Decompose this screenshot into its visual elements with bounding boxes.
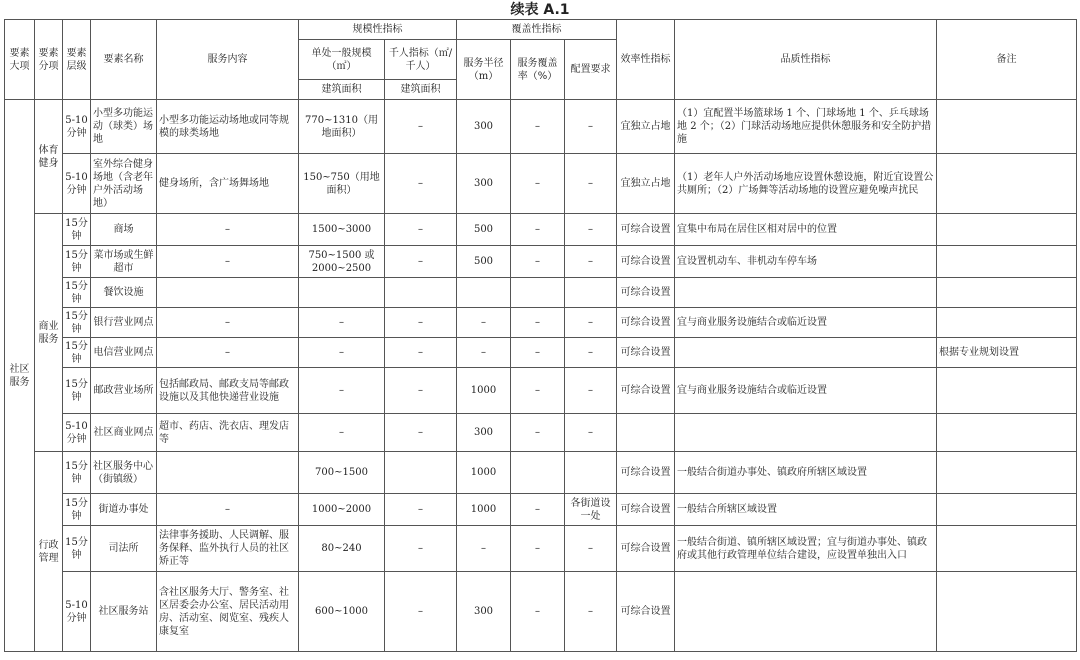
- name-cell: 银行营业网点: [91, 308, 157, 338]
- level-cell: 15分钟: [63, 368, 91, 414]
- name-cell: 菜市场或生鲜超市: [91, 246, 157, 278]
- header-coverage-rate: 服务覆盖率（%）: [511, 40, 565, 100]
- quality-cell: 宜设置机动车、非机动车停车场: [675, 246, 937, 278]
- efficiency-cell: 可综合设置: [617, 368, 675, 414]
- level-cell: 15分钟: [63, 308, 91, 338]
- efficiency-cell: [617, 414, 675, 452]
- scale-single-cell: 1000~2000: [299, 494, 385, 526]
- content-cell: [157, 278, 299, 308]
- remark-cell: [937, 526, 1077, 572]
- header-build-area: 建筑面积: [299, 80, 385, 100]
- name-cell: 邮政营业场所: [91, 368, 157, 414]
- config-cell: –: [565, 100, 617, 154]
- config-cell: –: [565, 214, 617, 246]
- scale-per-cell: –: [385, 308, 457, 338]
- scale-per-cell: –: [385, 154, 457, 214]
- efficiency-cell: 宜独立占地: [617, 154, 675, 214]
- remark-cell: [937, 214, 1077, 246]
- quality-cell: 宜集中布局在居住区相对居中的位置: [675, 214, 937, 246]
- content-cell: –: [157, 338, 299, 368]
- scale-per-cell: –: [385, 494, 457, 526]
- level-cell: 15分钟: [63, 214, 91, 246]
- header-radius: 服务半径（m）: [457, 40, 511, 100]
- content-cell: 超市、药店、洗衣店、理发店等: [157, 414, 299, 452]
- level-cell: 5-10分钟: [63, 414, 91, 452]
- remark-cell: [937, 246, 1077, 278]
- quality-cell: 一般结合所辖区域设置: [675, 494, 937, 526]
- coverage-rate-cell: –: [511, 368, 565, 414]
- config-cell: –: [565, 308, 617, 338]
- header-config: 配置要求: [565, 40, 617, 100]
- radius-cell: –: [457, 308, 511, 338]
- coverage-rate-cell: –: [511, 214, 565, 246]
- radius-cell: 1000: [457, 494, 511, 526]
- group-cell-sports: 体育健身: [35, 100, 63, 214]
- level-cell: 15分钟: [63, 526, 91, 572]
- coverage-rate-cell: –: [511, 494, 565, 526]
- radius-cell: 1000: [457, 368, 511, 414]
- spec-table: [4, 19, 1077, 652]
- content-cell: 含社区服务大厅、警务室、社区居委会办公室、居民活动用房、活动室、阅览室、残疾人康复室: [157, 572, 299, 652]
- header-content: 服务内容: [157, 20, 299, 100]
- remark-cell: [937, 414, 1077, 452]
- radius-cell: 300: [457, 414, 511, 452]
- quality-cell: 宜与商业服务设施结合或临近设置: [675, 368, 937, 414]
- name-cell: 司法所: [91, 526, 157, 572]
- content-cell: 健身场所，含广场舞场地: [157, 154, 299, 214]
- coverage-rate-cell: –: [511, 572, 565, 652]
- radius-cell: 300: [457, 100, 511, 154]
- content-cell: [157, 452, 299, 494]
- remark-cell: [937, 494, 1077, 526]
- table-row: [5, 414, 1077, 452]
- level-cell: 15分钟: [63, 246, 91, 278]
- scale-single-cell: [299, 278, 385, 308]
- scale-per-cell: –: [385, 368, 457, 414]
- header-quality: 品质性指标: [675, 20, 937, 100]
- content-cell: –: [157, 214, 299, 246]
- radius-cell: –: [457, 338, 511, 368]
- level-cell: 5-10分钟: [63, 154, 91, 214]
- scale-single-cell: –: [299, 414, 385, 452]
- quality-cell: [675, 572, 937, 652]
- config-cell: –: [565, 246, 617, 278]
- config-cell: [565, 452, 617, 494]
- scale-single-cell: 150~750（用地面积）: [299, 154, 385, 214]
- header-coverage-group: 覆盖性指标: [457, 20, 617, 40]
- header-scale-per: 千人指标（㎡/千人）: [385, 40, 457, 80]
- scale-per-cell: –: [385, 414, 457, 452]
- quality-cell: [675, 338, 937, 368]
- remark-cell: 根据专业规划设置: [937, 338, 1077, 368]
- quality-cell: [675, 278, 937, 308]
- content-cell: 小型多功能运动场地或同等规模的球类场地: [157, 100, 299, 154]
- coverage-rate-cell: [511, 278, 565, 308]
- coverage-rate-cell: –: [511, 246, 565, 278]
- config-cell: –: [565, 572, 617, 652]
- radius-cell: –: [457, 526, 511, 572]
- quality-cell: [675, 414, 937, 452]
- quality-cell: 一般结合街道、镇所辖区域设置；宜与街道办事处、镇政府或其他行政管理单位结合建设，应设置单独出入口: [675, 526, 937, 572]
- efficiency-cell: 可综合设置: [617, 246, 675, 278]
- header-sub: 要素分项: [35, 20, 63, 100]
- name-cell: 街道办事处: [91, 494, 157, 526]
- efficiency-cell: 宜独立占地: [617, 100, 675, 154]
- scale-per-cell: [385, 278, 457, 308]
- efficiency-cell: 可综合设置: [617, 308, 675, 338]
- name-cell: 餐饮设施: [91, 278, 157, 308]
- table-row: [5, 572, 1077, 652]
- efficiency-cell: 可综合设置: [617, 214, 675, 246]
- efficiency-cell: 可综合设置: [617, 278, 675, 308]
- level-cell: 15分钟: [63, 338, 91, 368]
- coverage-rate-cell: –: [511, 338, 565, 368]
- config-cell: 各街道设一处: [565, 494, 617, 526]
- scale-per-cell: [385, 452, 457, 494]
- coverage-rate-cell: [511, 452, 565, 494]
- table-title: 续表 A.1: [510, 2, 570, 18]
- coverage-rate-cell: –: [511, 100, 565, 154]
- config-cell: –: [565, 368, 617, 414]
- remark-cell: [937, 572, 1077, 652]
- name-cell: 社区服务站: [91, 572, 157, 652]
- config-cell: –: [565, 154, 617, 214]
- scale-per-cell: –: [385, 526, 457, 572]
- table-row: [5, 338, 1077, 368]
- radius-cell: 300: [457, 154, 511, 214]
- scale-single-cell: –: [299, 368, 385, 414]
- radius-cell: 500: [457, 214, 511, 246]
- config-cell: [565, 278, 617, 308]
- header-major: 要素大项: [5, 20, 35, 100]
- name-cell: 商场: [91, 214, 157, 246]
- scale-per-cell: –: [385, 572, 457, 652]
- scale-single-cell: –: [299, 338, 385, 368]
- group-cell-commerce: 商业服务: [35, 214, 63, 452]
- scale-per-cell: –: [385, 246, 457, 278]
- remark-cell: [937, 100, 1077, 154]
- header-scale-single: 单处一般规模（㎡）: [299, 40, 385, 80]
- header-build-area: 建筑面积: [385, 80, 457, 100]
- scale-per-cell: –: [385, 214, 457, 246]
- quality-cell: （1）宜配置半场篮球场 1 个、门球场地 1 个、乒乓球场地 2 个；（2）门球活动场地应提供休憩服务和安全防护措施: [675, 100, 937, 154]
- scale-single-cell: 80~240: [299, 526, 385, 572]
- name-cell: 社区商业网点: [91, 414, 157, 452]
- level-cell: 5-10分钟: [63, 572, 91, 652]
- content-cell: 法律事务援助、人民调解、服务保释、监外执行人员的社区矫正等: [157, 526, 299, 572]
- config-cell: –: [565, 414, 617, 452]
- efficiency-cell: 可综合设置: [617, 526, 675, 572]
- table-row: [5, 452, 1077, 494]
- coverage-rate-cell: –: [511, 526, 565, 572]
- efficiency-cell: 可综合设置: [617, 572, 675, 652]
- remark-cell: [937, 368, 1077, 414]
- table-row: [5, 154, 1077, 214]
- scale-per-cell: –: [385, 100, 457, 154]
- content-cell: –: [157, 308, 299, 338]
- table-row: [5, 214, 1077, 246]
- level-cell: 5-10分钟: [63, 100, 91, 154]
- coverage-rate-cell: –: [511, 308, 565, 338]
- quality-cell: （1）老年人户外活动场地应设置休憩设施，附近宜设置公共厕所；（2）广场舞等活动场地的设置应避免噪声扰民: [675, 154, 937, 214]
- remark-cell: [937, 154, 1077, 214]
- table-row: [5, 278, 1077, 308]
- header-level: 要素层级: [63, 20, 91, 100]
- name-cell: 小型多功能运动（球类）场地: [91, 100, 157, 154]
- radius-cell: 300: [457, 572, 511, 652]
- group-cell-admin: 行政管理: [35, 452, 63, 652]
- content-cell: –: [157, 494, 299, 526]
- table-row: [5, 246, 1077, 278]
- coverage-rate-cell: –: [511, 414, 565, 452]
- table-row: [5, 526, 1077, 572]
- major-item-cell: 社区服务: [5, 100, 35, 652]
- efficiency-cell: 可综合设置: [617, 452, 675, 494]
- scale-single-cell: 750~1500 或 2000~2500: [299, 246, 385, 278]
- header-scale-group: 规模性指标: [299, 20, 457, 40]
- scale-single-cell: 1500~3000: [299, 214, 385, 246]
- remark-cell: [937, 308, 1077, 338]
- quality-cell: 宜与商业服务设施结合或临近设置: [675, 308, 937, 338]
- table-row: [5, 308, 1077, 338]
- header-remark: 备注: [937, 20, 1077, 100]
- scale-per-cell: –: [385, 338, 457, 368]
- name-cell: 社区服务中心（街镇级）: [91, 452, 157, 494]
- remark-cell: [937, 452, 1077, 494]
- header-efficiency: 效率性指标: [617, 20, 675, 100]
- remark-cell: [937, 278, 1077, 308]
- table-row: [5, 100, 1077, 154]
- radius-cell: 1000: [457, 452, 511, 494]
- table-row: [5, 494, 1077, 526]
- table-row: [5, 368, 1077, 414]
- scale-single-cell: 700~1500: [299, 452, 385, 494]
- efficiency-cell: 可综合设置: [617, 338, 675, 368]
- level-cell: 15分钟: [63, 452, 91, 494]
- level-cell: 15分钟: [63, 494, 91, 526]
- header-name: 要素名称: [91, 20, 157, 100]
- header-row: [5, 20, 1077, 40]
- quality-cell: 一般结合街道办事处、镇政府所辖区域设置: [675, 452, 937, 494]
- radius-cell: [457, 278, 511, 308]
- content-cell: –: [157, 246, 299, 278]
- efficiency-cell: 可综合设置: [617, 494, 675, 526]
- scale-single-cell: 770~1310（用地面积）: [299, 100, 385, 154]
- content-cell: 包括邮政局、邮政支局等邮政设施以及其他快递营业设施: [157, 368, 299, 414]
- scale-single-cell: –: [299, 308, 385, 338]
- level-cell: 15分钟: [63, 278, 91, 308]
- coverage-rate-cell: –: [511, 154, 565, 214]
- name-cell: 电信营业网点: [91, 338, 157, 368]
- config-cell: –: [565, 526, 617, 572]
- scale-single-cell: 600~1000: [299, 572, 385, 652]
- radius-cell: 500: [457, 246, 511, 278]
- name-cell: 室外综合健身场地（含老年户外活动场地）: [91, 154, 157, 214]
- config-cell: –: [565, 338, 617, 368]
